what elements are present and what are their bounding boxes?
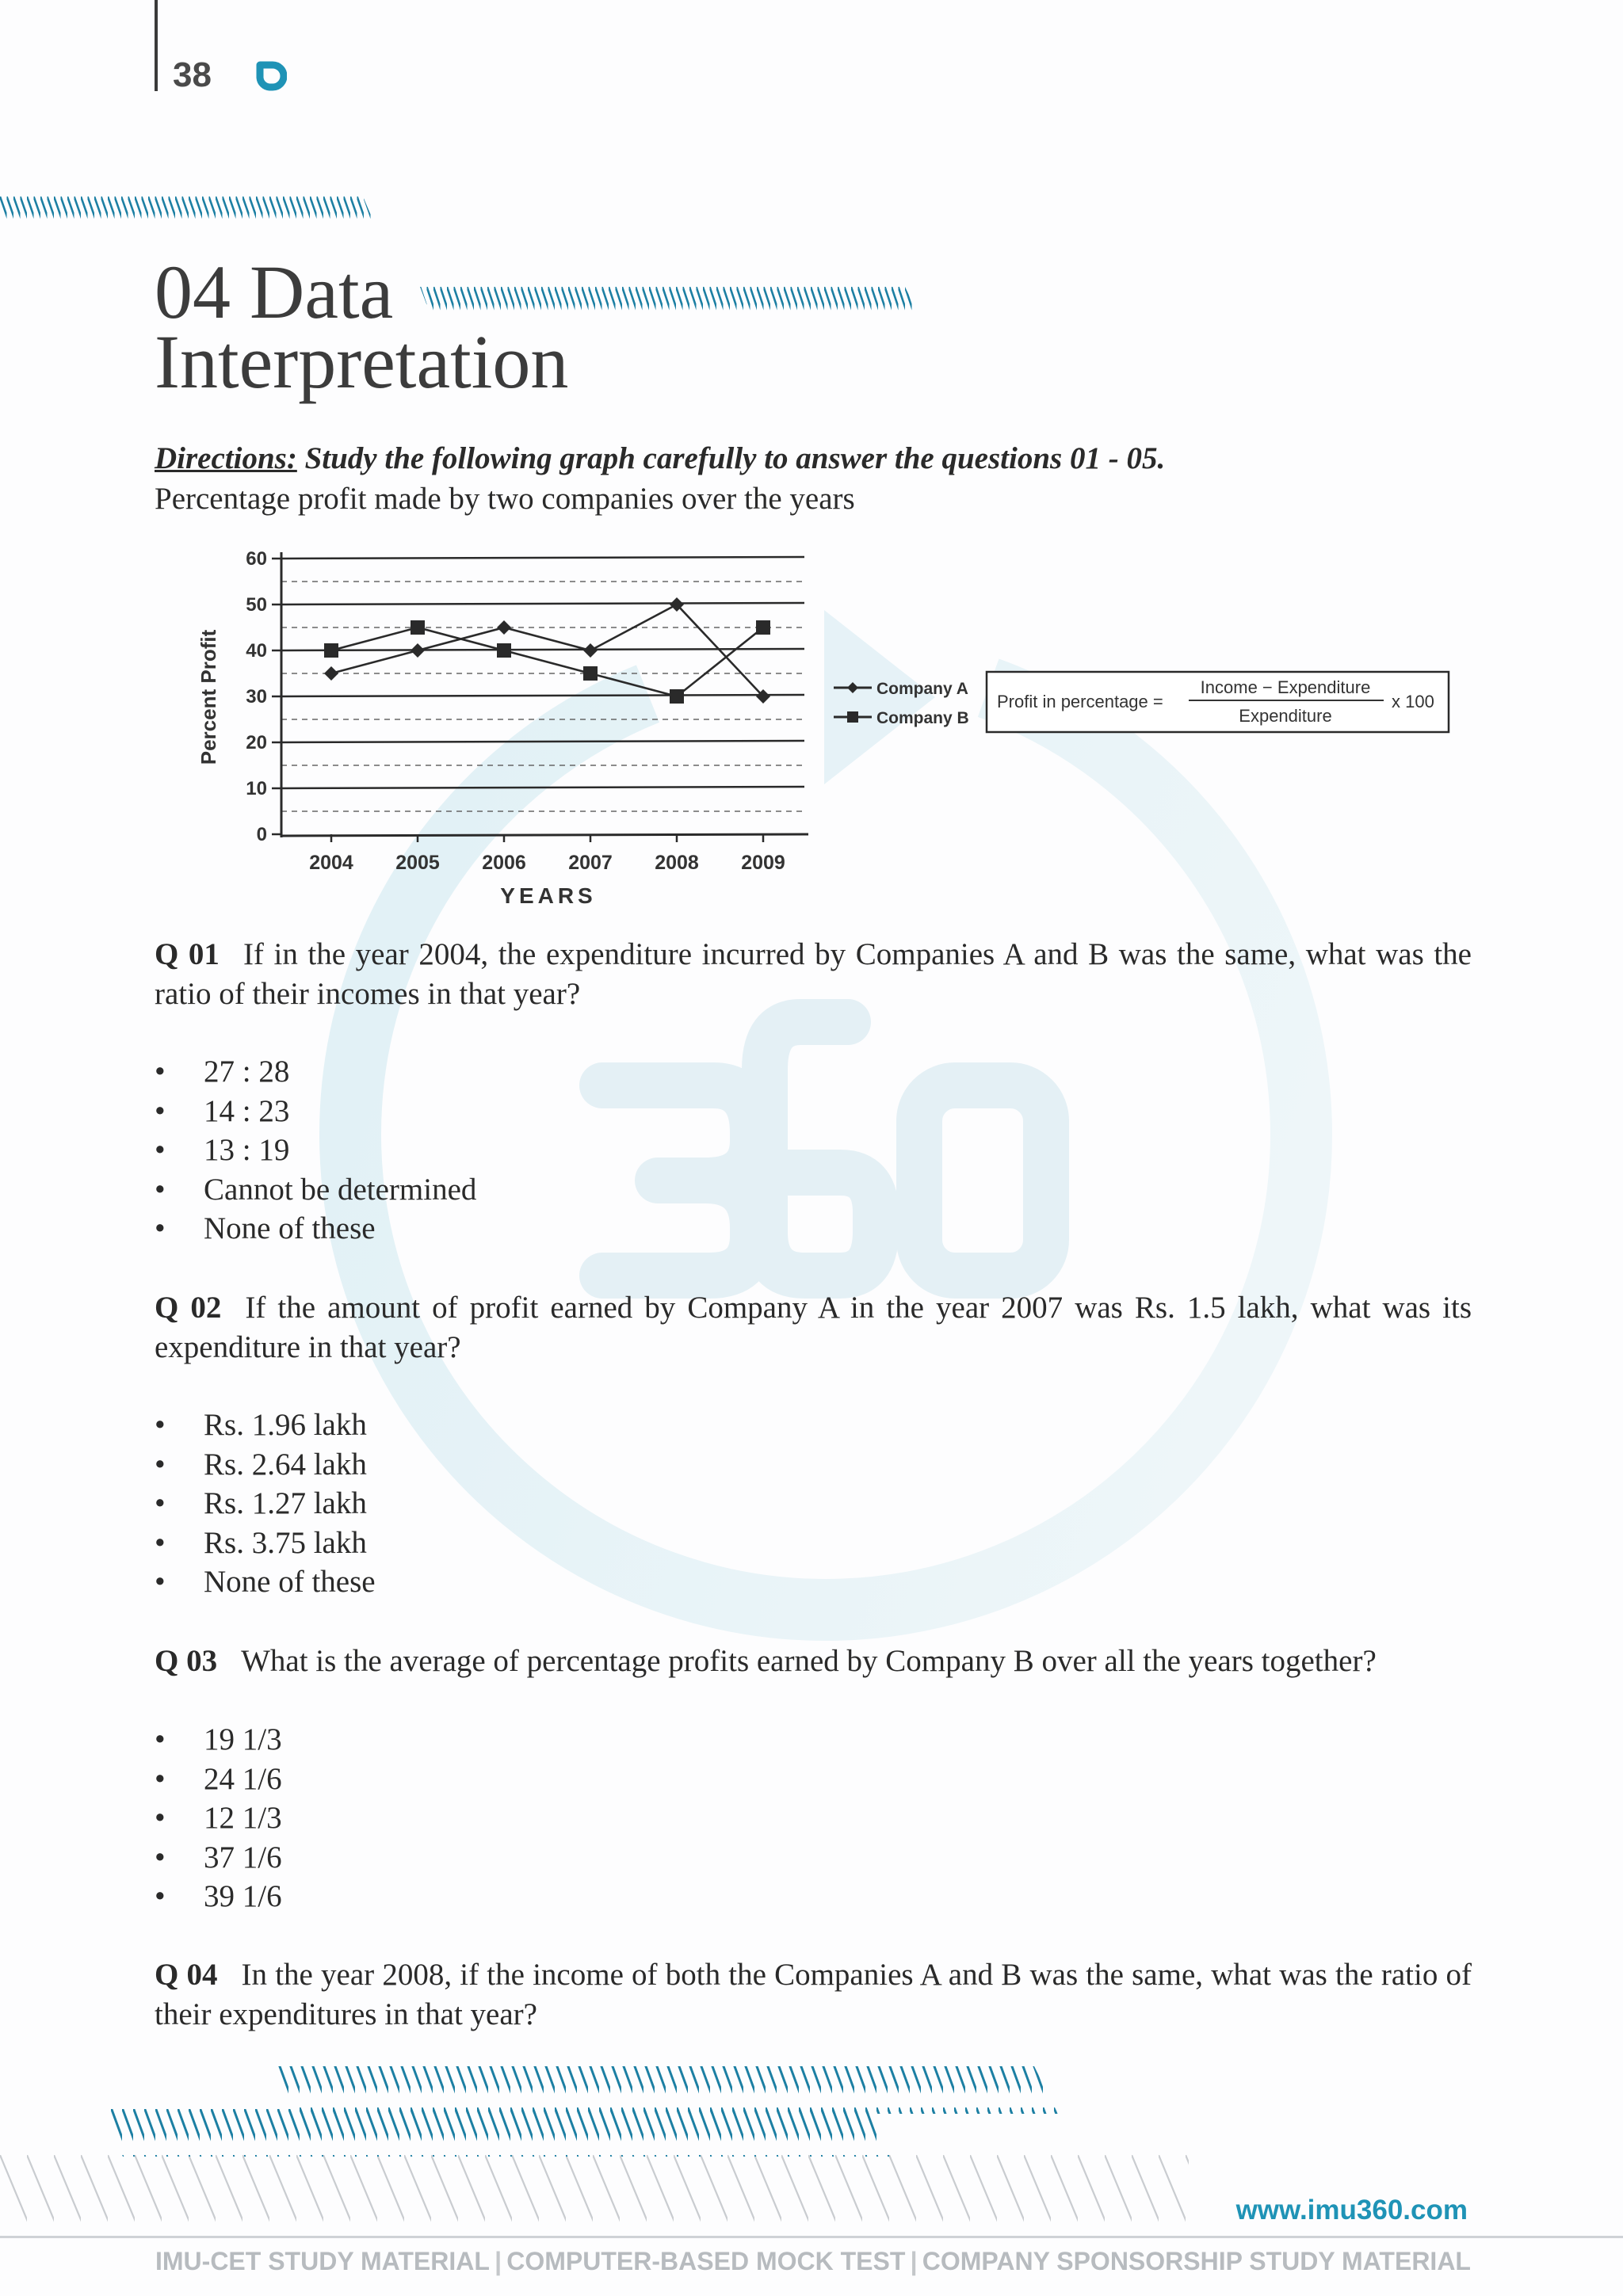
question-1-number: Q 01 — [155, 937, 220, 971]
question-1-option-4[interactable]: • Cannot be determined — [155, 1170, 476, 1210]
x-tick-label: 2009 — [741, 852, 785, 874]
question-3 — [155, 1642, 1472, 1681]
gridline-major — [281, 649, 804, 650]
x-tick-label: 2008 — [655, 852, 699, 874]
graph-caption: Percentage profit made by two companies over the years — [155, 482, 855, 516]
chapter-title-line-1: 04 Data — [155, 250, 394, 334]
question-2 — [155, 1288, 1472, 1367]
question-1-option-5[interactable]: • None of these — [155, 1209, 476, 1249]
question-2-options — [155, 1405, 376, 1602]
series-line-company-b — [331, 627, 763, 696]
question-1 — [155, 935, 1472, 1014]
gridline-major — [281, 603, 804, 605]
chart-legend — [834, 680, 969, 727]
question-2-option-1[interactable]: • Rs. 1.96 lakh — [155, 1405, 376, 1445]
y-tick-label: 60 — [246, 548, 267, 570]
question-1-option-1[interactable]: • 27 : 28 — [155, 1052, 476, 1092]
chapter-title — [155, 250, 569, 404]
footer-separator: | — [910, 2247, 918, 2275]
chapter-title-line-2: Interpretation — [155, 319, 569, 404]
formula-numerator: Income − Expenditure — [1200, 677, 1371, 697]
data-point-company-b — [324, 643, 338, 658]
question-2-option-3[interactable]: • Rs. 1.27 lakh — [155, 1484, 376, 1524]
question-3-option-3[interactable]: • 12 1/3 — [155, 1798, 282, 1838]
question-3-option-1[interactable]: • 19 1/3 — [155, 1720, 282, 1760]
x-tick-label: 2004 — [309, 852, 353, 874]
data-point-company-b — [756, 620, 770, 635]
question-2-option-2[interactable]: • Rs. 2.64 lakh — [155, 1445, 376, 1485]
question-4-text: In the year 2008, if the income of both the Companies A and B was the same, what was the ratio of their expenditures in that year? — [155, 1958, 1472, 2031]
header-hatch-decoration — [0, 196, 376, 228]
x-tick-label: 2007 — [568, 852, 613, 874]
formula-lhs: Profit in percentage = — [997, 692, 1163, 711]
question-3-option-2[interactable]: • 24 1/6 — [155, 1760, 282, 1799]
y-axis-label: Percent Profit — [197, 629, 220, 765]
footer-separator: | — [495, 2247, 502, 2275]
data-point-company-a — [411, 643, 425, 658]
question-4 — [155, 1955, 1472, 2035]
data-point-company-a — [324, 666, 338, 681]
data-point-company-b — [583, 666, 598, 681]
gridline-major — [281, 787, 804, 788]
legend-item-company-b — [834, 709, 969, 727]
gridline-major — [281, 695, 804, 696]
data-point-company-b — [497, 643, 511, 658]
question-2-option-5[interactable]: • None of these — [155, 1562, 376, 1602]
y-tick-label: 40 — [246, 640, 267, 662]
x-axis-label: YEARS — [500, 883, 597, 908]
question-2-number: Q 02 — [155, 1291, 222, 1325]
chart-axes — [246, 548, 808, 874]
header-vertical-rule — [155, 0, 158, 91]
directions-label: Directions: — [155, 441, 297, 475]
profit-formula-box — [987, 672, 1449, 732]
website-url[interactable]: www.imu360.com — [1235, 2195, 1468, 2225]
footer-hatch-decoration — [0, 2060, 1189, 2238]
formula-denominator: Expenditure — [1239, 706, 1332, 726]
legend-label-company-b: Company B — [876, 709, 969, 727]
footer-item-mock-test: COMPUTER-BASED MOCK TEST — [506, 2247, 906, 2275]
brand-logo-icon — [255, 60, 287, 92]
y-tick-label: 0 — [256, 824, 267, 845]
page-number: 38 — [173, 55, 212, 94]
directions — [155, 441, 1165, 476]
data-point-company-a — [583, 643, 598, 658]
x-tick-label: 2005 — [395, 852, 440, 874]
question-3-option-4[interactable]: • 37 1/6 — [155, 1838, 282, 1878]
question-4-number: Q 04 — [155, 1958, 218, 1992]
question-1-option-2[interactable]: • 14 : 23 — [155, 1092, 476, 1131]
y-tick-label: 50 — [246, 594, 267, 616]
gridline-major — [281, 557, 804, 559]
percent-profit-line-chart — [190, 539, 1474, 919]
question-1-option-3[interactable]: • 13 : 19 — [155, 1131, 476, 1170]
question-3-number: Q 03 — [155, 1644, 218, 1678]
footer-links — [155, 2247, 1471, 2276]
legend-item-company-a — [834, 680, 968, 698]
chart-grid — [281, 557, 804, 811]
question-3-text: What is the average of percentage profits earned by Company B over all the years together? — [241, 1644, 1377, 1678]
x-tick-label: 2006 — [482, 852, 526, 874]
directions-text: Study the following graph carefully to answer the questions 01 - 05. — [296, 441, 1166, 475]
question-2-text: If the amount of profit earned by Company A in the year 2007 was Rs. 1.5 lakh, what was its expenditure in that year? — [155, 1291, 1472, 1364]
legend-label-company-a: Company A — [876, 680, 968, 698]
gridline-major — [281, 741, 804, 742]
y-tick-label: 10 — [246, 778, 267, 799]
question-2-option-4[interactable]: • Rs. 3.75 lakh — [155, 1524, 376, 1563]
data-point-company-b — [411, 620, 425, 635]
data-point-company-a — [497, 620, 511, 635]
question-1-text: If in the year 2004, the expenditure incurred by Companies A and B was the same, what was the ratio of their incomes in that year? — [155, 937, 1472, 1011]
data-point-company-b — [670, 689, 684, 704]
question-3-option-5[interactable]: • 39 1/6 — [155, 1877, 282, 1917]
footer-divider — [0, 2236, 1623, 2238]
y-tick-label: 30 — [246, 686, 267, 707]
question-3-options — [155, 1720, 282, 1917]
y-tick-label: 20 — [246, 732, 267, 753]
footer-item-sponsorship: COMPANY SPONSORSHIP STUDY MATERIAL — [922, 2247, 1471, 2275]
question-1-options — [155, 1052, 476, 1249]
formula-multiplier: x 100 — [1392, 692, 1434, 711]
footer-item-imu-cet: IMU-CET STUDY MATERIAL — [155, 2247, 490, 2275]
x-axis-line — [281, 834, 808, 836]
